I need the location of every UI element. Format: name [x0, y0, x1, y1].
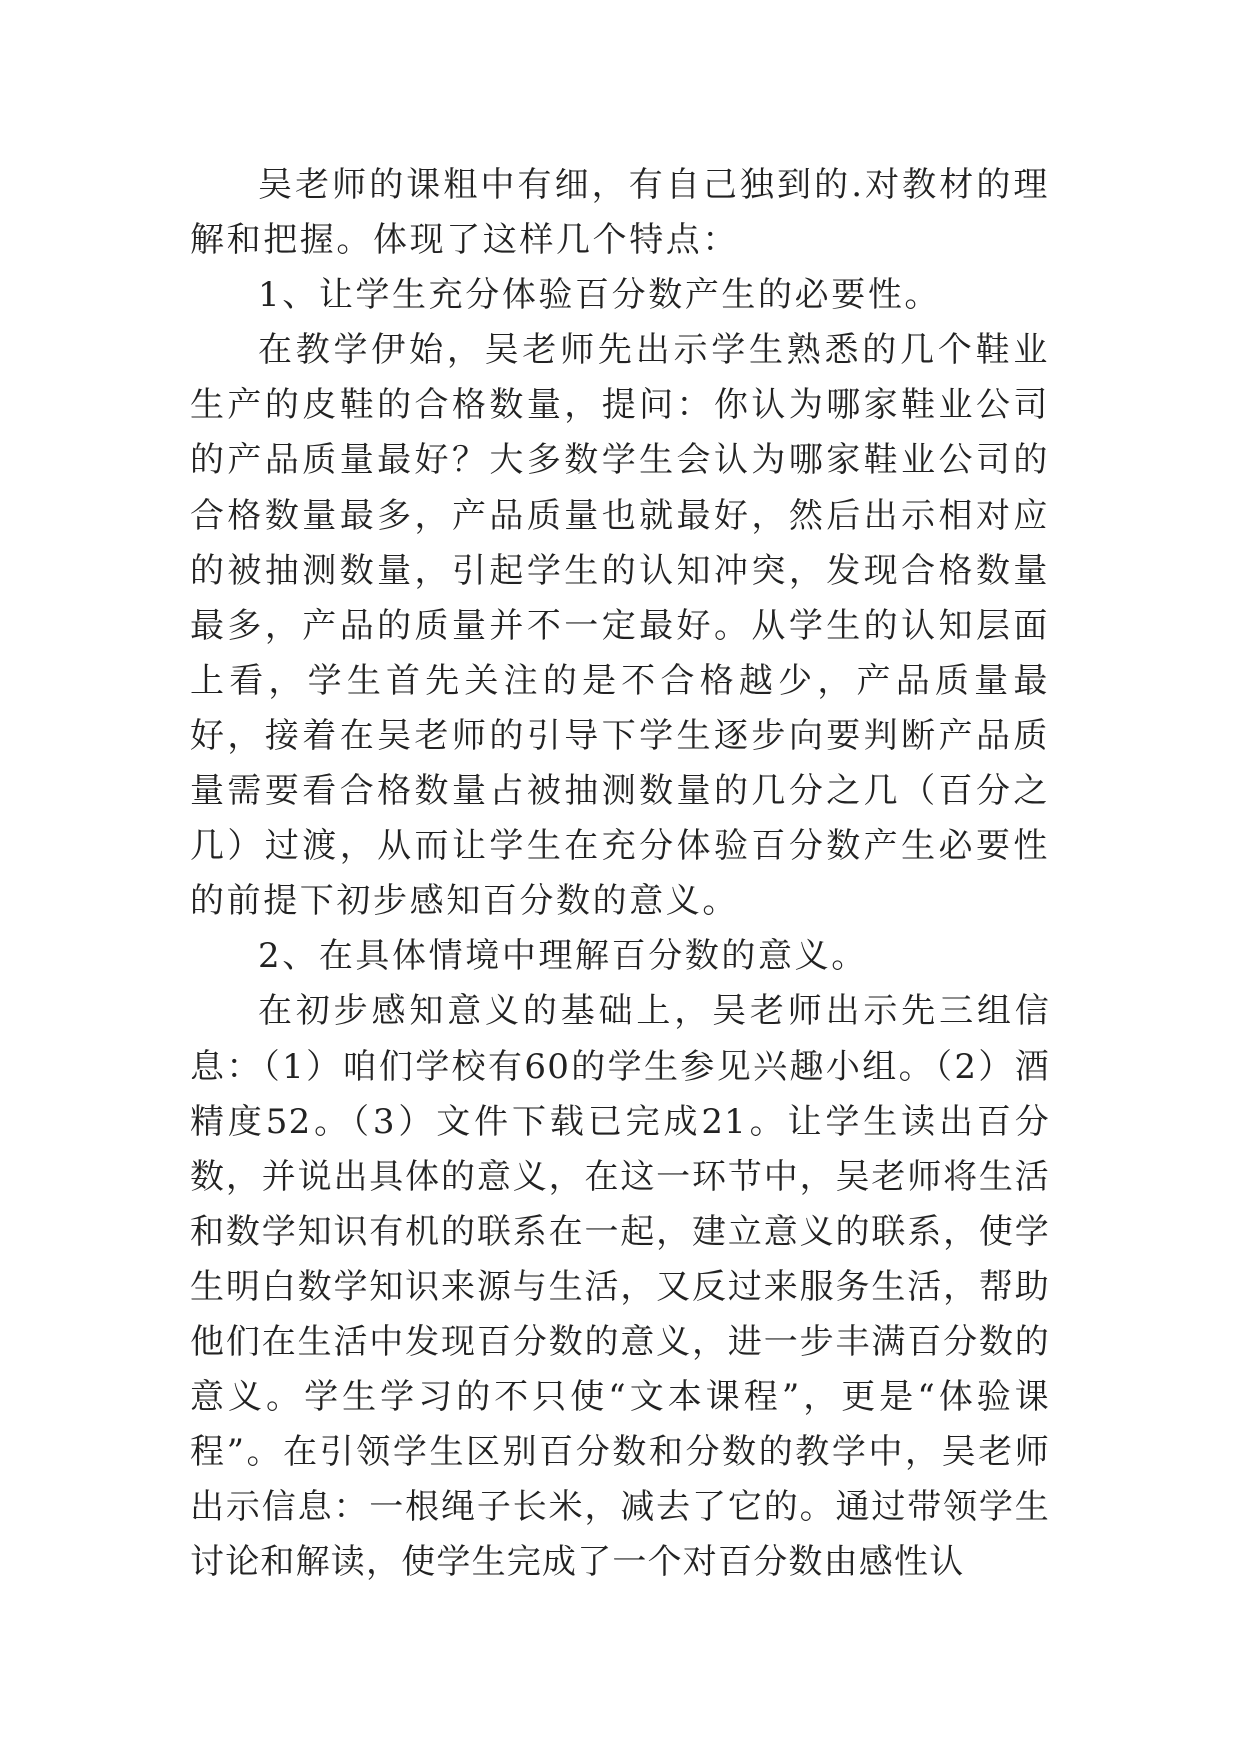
paragraph-intro: 吴老师的课粗中有细，有自己独到的.对教材的理解和把握。体现了这样几个特点：: [190, 165, 1050, 261]
paragraph-point-2-heading: 2、在具体情境中理解百分数的意义。: [258, 936, 868, 977]
document-body: [190, 158, 1050, 1590]
paragraph-point-2-body: 在初步感知意义的基础上，吴老师出示先三组信息：（1）咱们学校有60的学生参见兴趣小组。（2）酒精度52。（3）文件下载已完成21。让学生读出百分数，并说出具体的意义，在这一环节中，吴老师将生活和数学知识有机的联系在一起，建立意义的联系，使学生明白数学知识来源与生活，又反过来服务生活，帮助他们在生活中发现百分数的意义，进一步丰满百分数的意义。学生学习的不只使“文本课程”，更是“体验课程”。在引领学生区别百分数和分数的教学中，吴老师出示信息：一根绳子长米，减去了它的。通过带领学生讨论和解读，使学生完成了一个对百分数由感性认: [190, 991, 1050, 1583]
paragraph-point-1-body: 在教学伊始，吴老师先出示学生熟悉的几个鞋业生产的皮鞋的合格数量，提问：你认为哪家鞋业公司的产品质量最好？大多数学生会认为哪家鞋业公司的合格数量最多，产品质量也就最好，然后出示相对应的被抽测数量，引起学生的认知冲突，发现合格数量最多，产品的质量并不一定最好。从学生的认知层面上看，学生首先关注的是不合格越少，产品质量最好，接着在吴老师的引导下学生逐步向要判断产品质量需要看合格数量占被抽测数量的几分之几（百分之几）过渡，从而让学生在充分体验百分数产生必要性的前提下初步感知百分数的意义。: [190, 330, 1050, 922]
paragraph-point-1-heading: 1、让学生充分体验百分数产生的必要性。: [258, 275, 942, 316]
